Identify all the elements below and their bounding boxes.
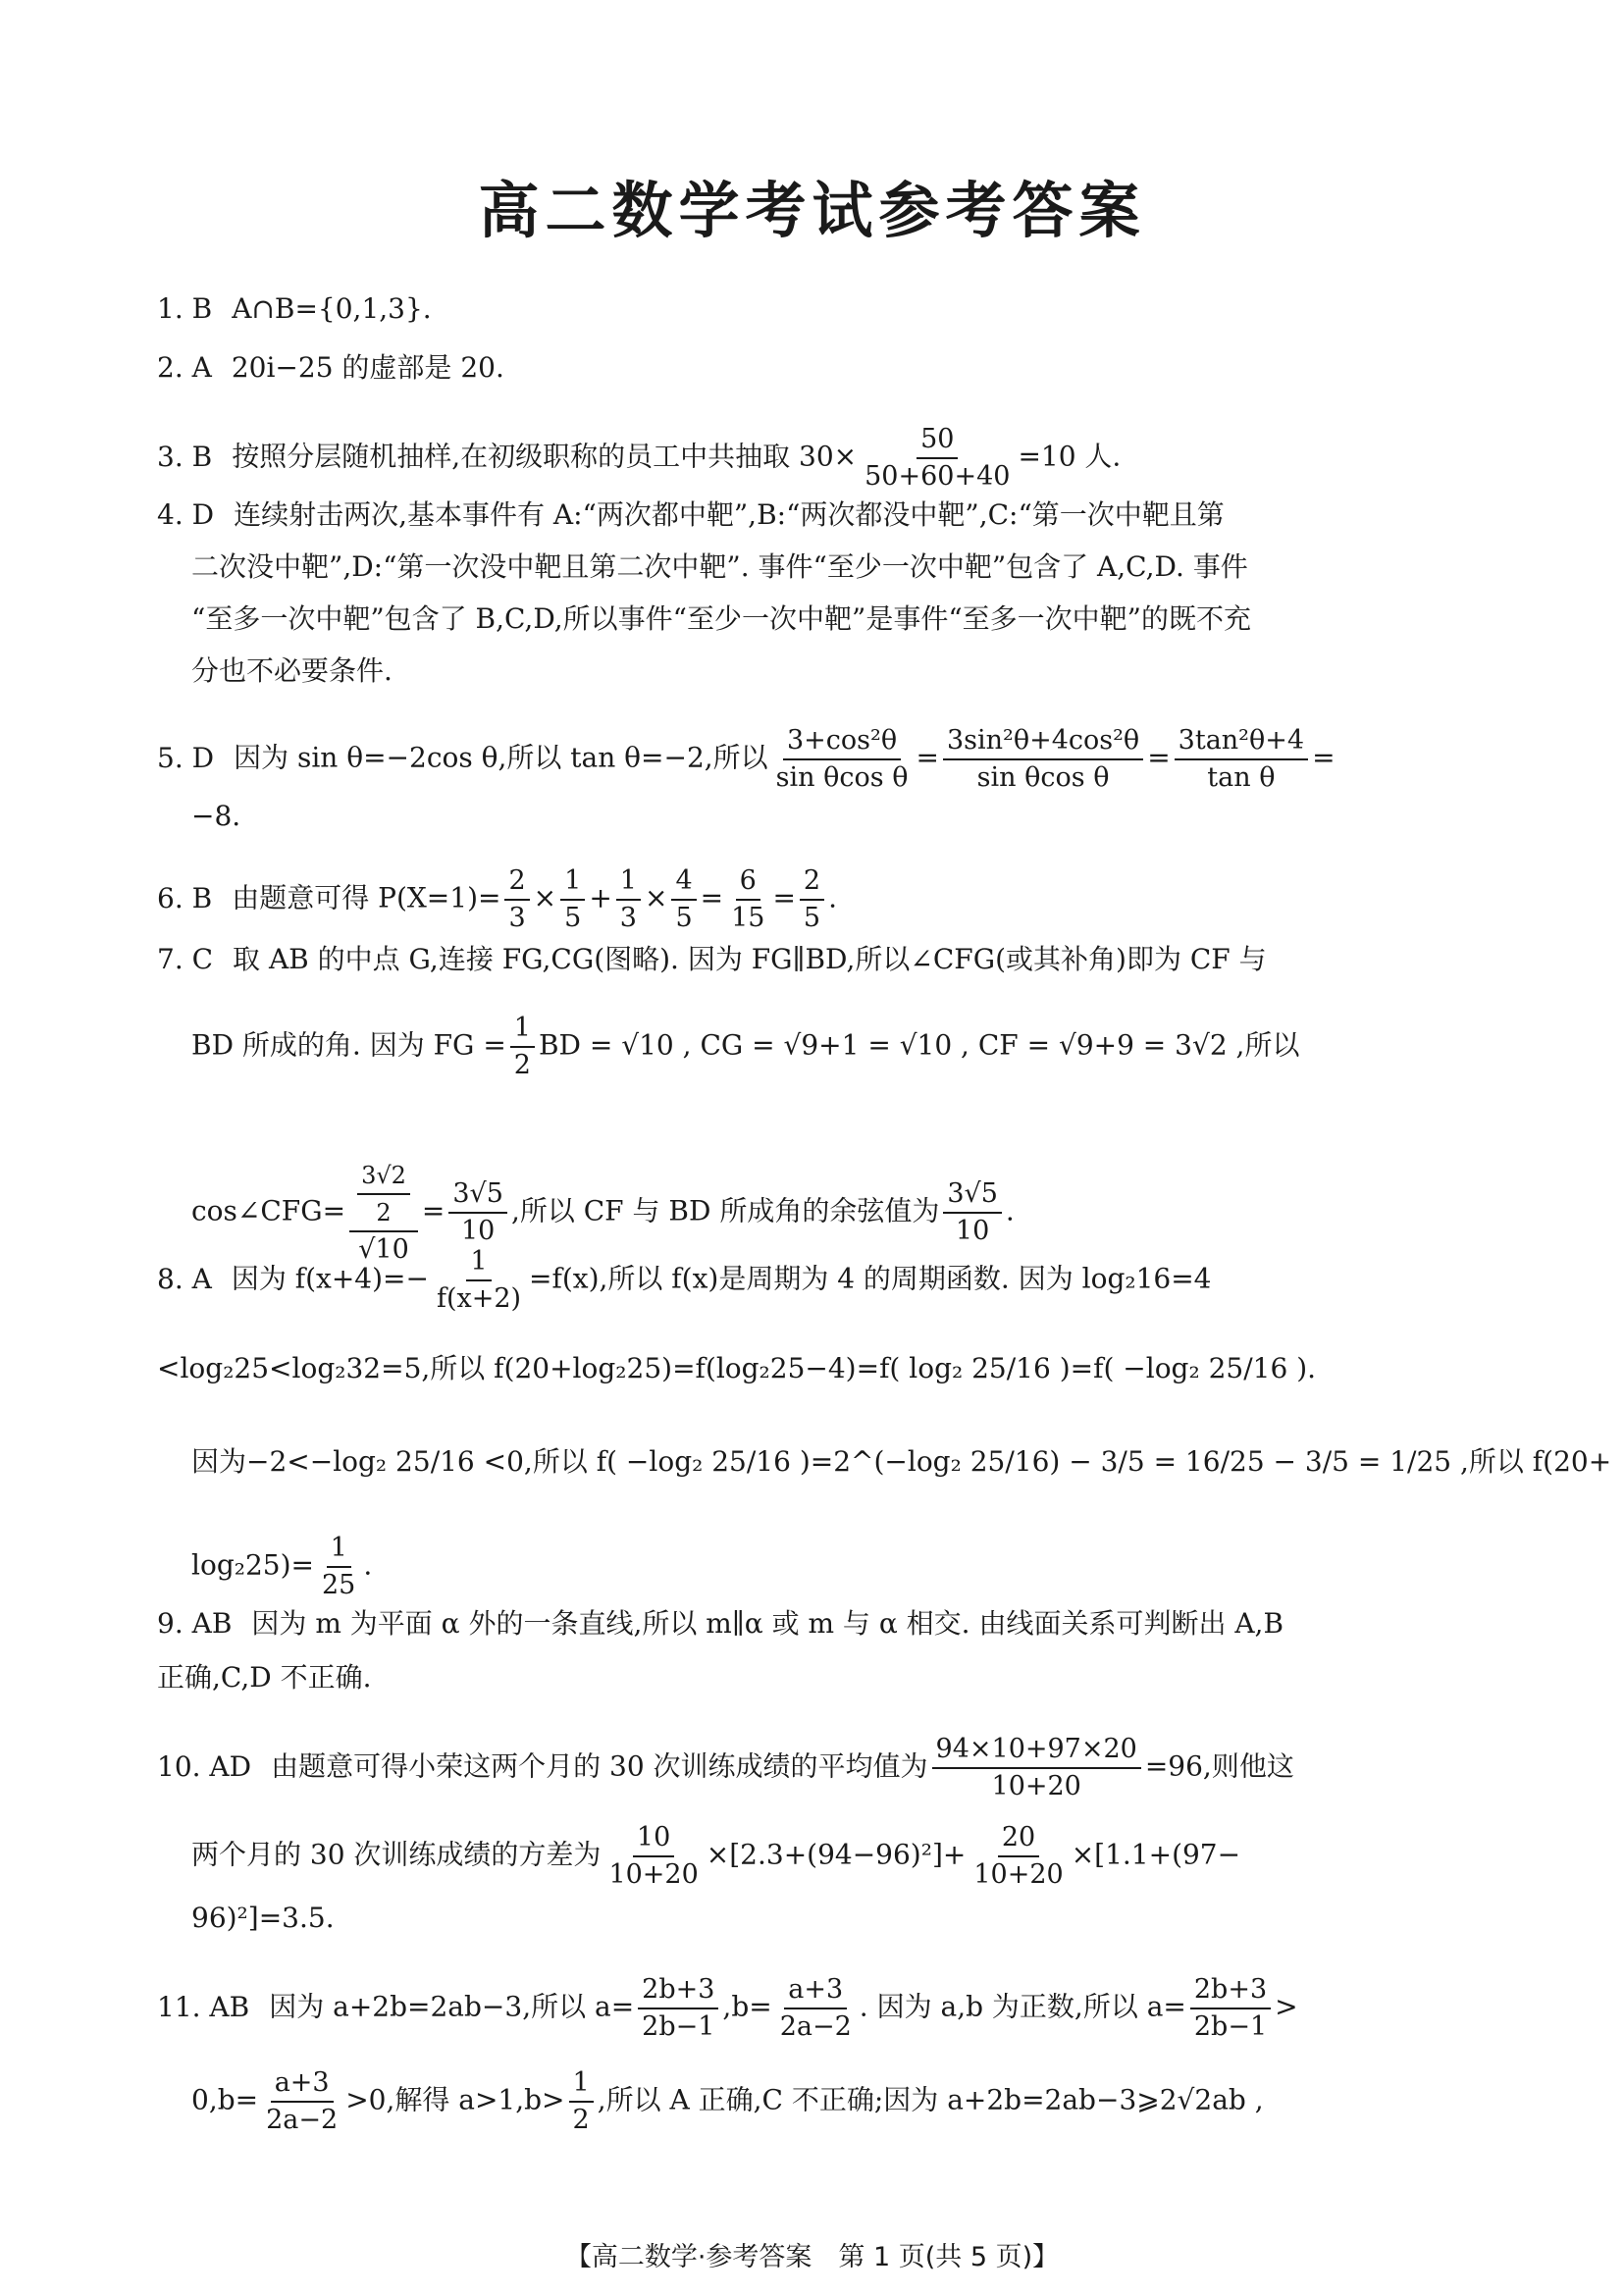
answer-8-line-2: <log₂25<log₂32=5,所以 f(20+log₂25)=f(log₂25−4)=f( log₂ 25/16 )=f( −log₂ 25/16 ). bbox=[157, 1352, 1317, 1384]
answer-6: 6. B 由题意可得 P(X=1)= $\frac{2}{3}$ × $\frac{1}{5}$ + $\frac{1}{3}$ × $\frac{4}{5}$ = $\frac{6}{15}$ = $\frac{2}{5}$ . bbox=[157, 863, 837, 936]
fraction: $\frac{2}{3}$ bbox=[504, 863, 529, 936]
fraction: $\frac{\text{3+cos²θ}}{\text{sin θcos θ}}$ bbox=[775, 725, 909, 793]
fraction: $\frac{1}{5}$ bbox=[560, 863, 585, 936]
answer-11-line-2: 0,b= $\frac{a+3}{2a-2}$ >0,解得 a>1,b> $\frac{1}{2}$ ,所以 A 正确,C 不正确;因为 a+2b=2ab−3⩾2√2ab , bbox=[191, 2065, 1264, 2138]
answer-7-line-2: BD 所成的角. 因为 FG = $\frac{1}{2}$ BD = √10 , CG = √9+1 = √10 , CF = √9+9 = 3√2 ,所以 bbox=[191, 1011, 1299, 1083]
fraction: $\frac{\text{3tan²θ+4}}{\text{tan θ}}$ bbox=[1175, 723, 1308, 796]
page-footer: 【高二数学·参考答案 第 1 页(共 5 页)】 bbox=[564, 2242, 1060, 2272]
fraction: $\frac{1}{2}$ bbox=[510, 1011, 535, 1083]
answer-9-line-2: 正确,C,D 不正确. bbox=[157, 1661, 372, 1694]
fraction: $\frac{a+3}{2a-2}$ bbox=[779, 1974, 852, 2042]
fraction: $\frac{\text{3sin²θ+4cos²θ}}{\text{sin θcos θ}}$ bbox=[943, 723, 1143, 796]
answer-5-line-2: −8. bbox=[191, 800, 241, 832]
nested-fraction: $\frac{\frac{3√2}{2}}{√10}$ bbox=[349, 1158, 418, 1268]
fraction: $\frac{6}{15}$ bbox=[731, 865, 765, 933]
answer-10-line-3: 96)²]=3.5. bbox=[191, 1902, 335, 1934]
answer-10-line-2: 两个月的 30 次训练成绩的方差为 $\frac{10}{10+20}$ ×[2.3+(94−96)²]+ $\frac{20}{10+20}$ ×[1.1+(97− bbox=[191, 1820, 1240, 1893]
answer-11: 11. AB 因为 a+2b=2ab−3,所以 a= $\frac{2b+3}{2b-1}$ ,b= $\frac{a+3}{2a-2}$ . 因为 a,b 为正数,所以 a= $\frac{2b+3}{2b-1}$ > bbox=[157, 1972, 1298, 2045]
answer-7: 7. C 取 AB 的中点 G,连接 FG,CG(图略). 因为 FG∥BD,所以∠CFG(或其补角)即为 CF 与 bbox=[157, 943, 1267, 975]
answer-8-line-4: log₂25)= $\frac{1}{25}$ . bbox=[191, 1531, 372, 1603]
fraction: $\frac{4}{5}$ bbox=[671, 863, 696, 936]
fraction: $\frac{1}{25}$ bbox=[321, 1533, 356, 1600]
fraction: $\frac{1}{3}$ bbox=[616, 863, 641, 936]
answer-4-line-3: “至多一次中靶”包含了 B,C,D,所以事件“至少一次中靶”是事件“至多一次中靶”的既不充 bbox=[191, 602, 1251, 635]
answer-4: 4. D 连续射击两次,基本事件有 A:“两次都中靶”,B:“两次都没中靶”,C:“第一次中靶且第 bbox=[157, 498, 1225, 531]
fraction: $\frac{2b+3}{2b-1}$ bbox=[638, 1972, 718, 2045]
answer-3: 3. B 按照分层随机抽样,在初级职称的员工中共抽取 30× $\frac{50}{50+60+40}$ =10 人. bbox=[157, 422, 1121, 495]
fraction: $\frac{10}{10+20}$ bbox=[608, 1822, 699, 1890]
fraction: $\frac{50}{50+60+40}$ bbox=[864, 424, 1011, 492]
answer-5: 5. D 因为 sin θ=−2cos θ,所以 tan θ=−2,所以 $\frac{\text{3+cos²θ}}{\text{sin θcos θ}}$ = $\frac{\text{3sin²θ+4cos²θ}}{\text{sin θcos θ}}$ = $\frac{\text{3tan²θ+4}}{\text{tan θ}}$ = bbox=[157, 723, 1336, 796]
fraction: $\frac{2b+3}{2b-1}$ bbox=[1190, 1972, 1271, 2045]
page-title: 高二数学考试参考答案 bbox=[478, 175, 1146, 246]
answer-7-line-3: cos∠CFG= $\frac{\frac{3√2}{2}}{√10}$ = $\frac{3√5}{10}$ ,所以 CF 与 BD 所成角的余弦值为 $\frac{3√5}{10}$ . bbox=[191, 1158, 1015, 1268]
answer-1: 1. B A∩B={0,1,3}. bbox=[157, 292, 432, 325]
answer-4-line-2: 二次没中靶”,D:“第一次没中靶且第二次中靶”. 事件“至少一次中靶”包含了 A,C,D. 事件 bbox=[191, 550, 1248, 583]
fraction: $\frac{94\times 10+97\times 20}{10+20}$ bbox=[932, 1732, 1141, 1804]
fraction: $\frac{1}{f(x+2)}$ bbox=[436, 1246, 522, 1314]
fraction: $\frac{a+3}{2a-2}$ bbox=[266, 2067, 339, 2135]
answer-2: 2. A 20i−25 的虚部是 20. bbox=[157, 351, 504, 384]
fraction: $\frac{20}{10+20}$ bbox=[973, 1822, 1064, 1890]
fraction: $\frac{3√5}{10}$ bbox=[448, 1176, 507, 1249]
answer-8-line-3: 因为−2<−log₂ 25/16 <0,所以 f( −log₂ 25/16 )=2^(−log₂ 25/16) − 3/5 = 16/25 − 3/5 = 1/25 ,所以 f(20+ bbox=[191, 1445, 1612, 1478]
fraction: $\frac{3√5}{10}$ bbox=[943, 1176, 1002, 1249]
answer-9: 9. AB 因为 m 为平面 α 外的一条直线,所以 m∥α 或 m 与 α 相交. 由线面关系可判断出 A,B bbox=[157, 1607, 1284, 1640]
answer-8: 8. A 因为 f(x+4)=− $\frac{1}{f(x+2)}$ =f(x),所以 f(x)是周期为 4 的周期函数. 因为 log₂16=4 bbox=[157, 1244, 1212, 1317]
answer-10: 10. AD 由题意可得小荣这两个月的 30 次训练成绩的平均值为 $\frac{94\times 10+97\times 20}{10+20}$ =96,则他这 bbox=[157, 1732, 1294, 1804]
fraction: $\frac{2}{5}$ bbox=[800, 863, 824, 936]
answer-4-line-4: 分也不必要条件. bbox=[191, 654, 393, 687]
fraction: $\frac{1}{2}$ bbox=[569, 2065, 594, 2138]
